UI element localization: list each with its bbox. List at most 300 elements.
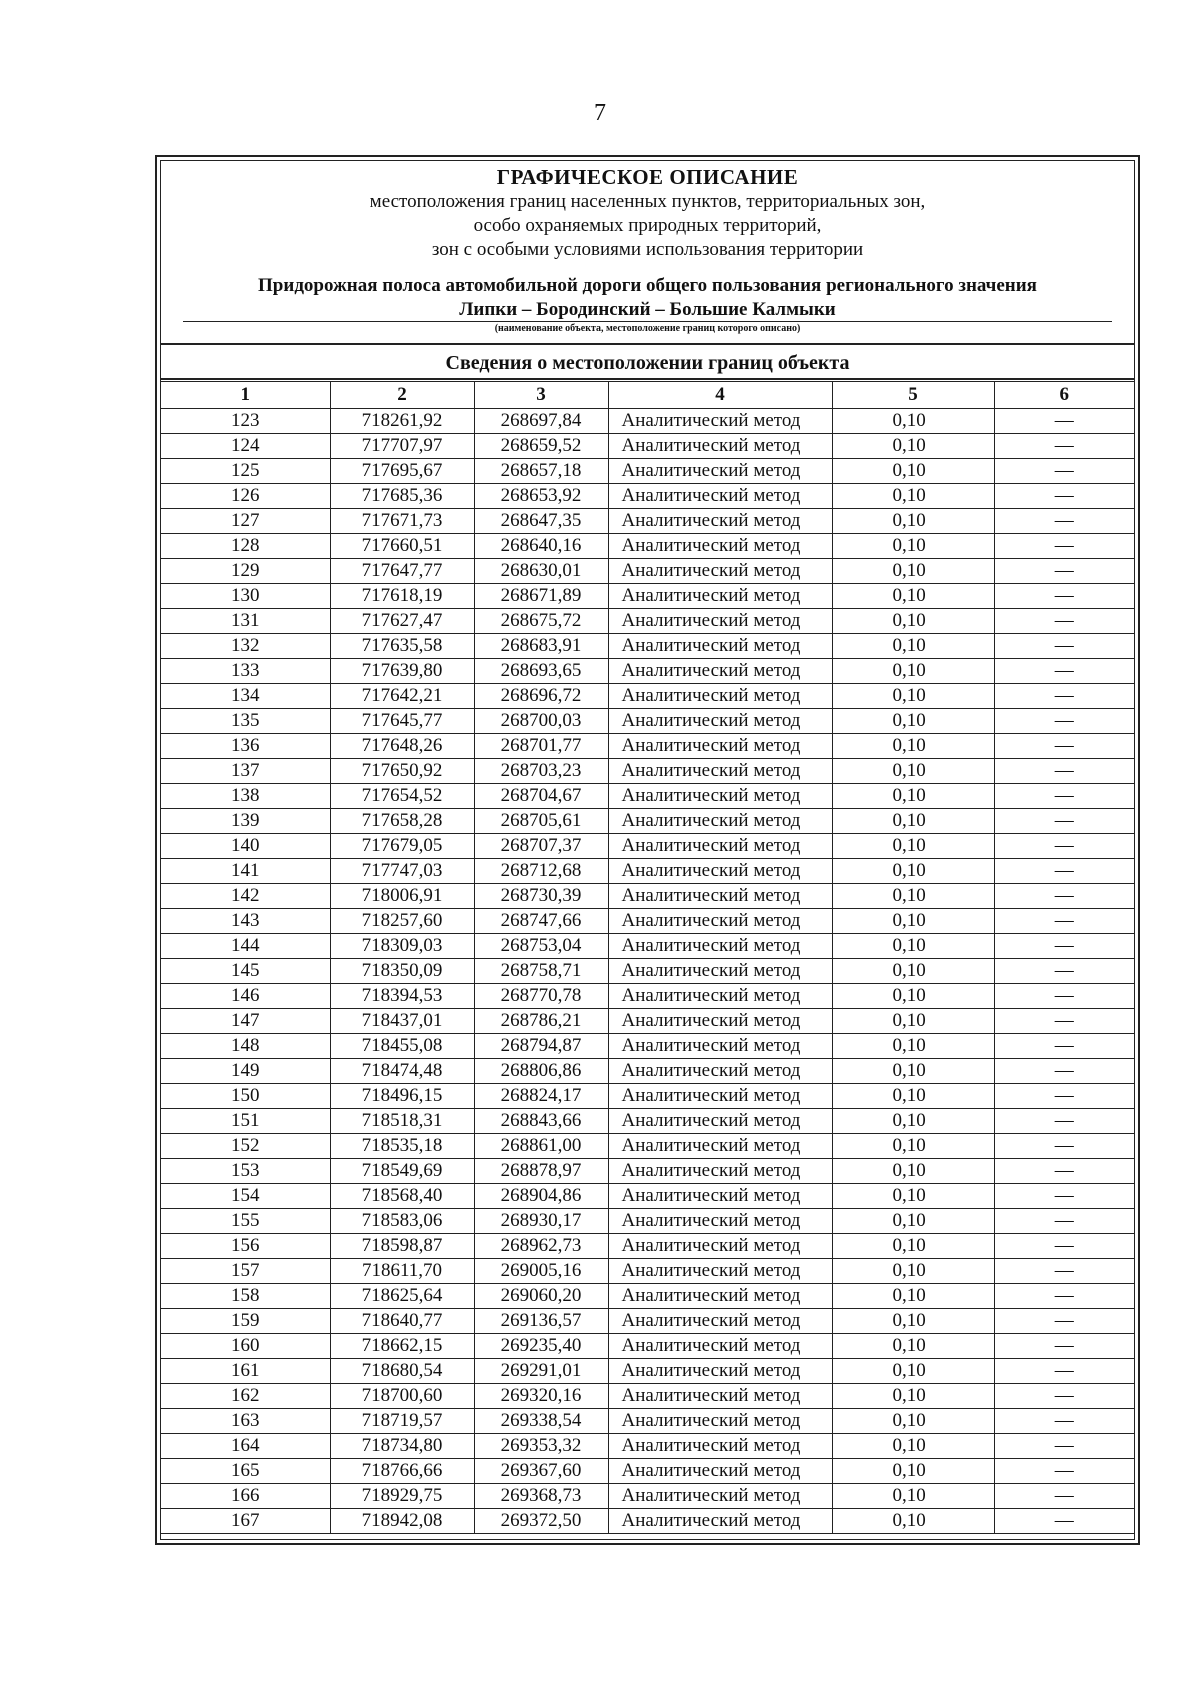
table-cell: 268753,04 — [474, 934, 608, 959]
table-cell: 269136,57 — [474, 1309, 608, 1334]
table-cell: 269320,16 — [474, 1384, 608, 1409]
table-cell: 718568,40 — [330, 1184, 474, 1209]
table-cell: Аналитический метод — [608, 1159, 832, 1184]
table-cell: 156 — [161, 1234, 330, 1259]
table-cell: Аналитический метод — [608, 684, 832, 709]
table-cell: 268904,86 — [474, 1184, 608, 1209]
column-header: 1 — [161, 382, 330, 409]
table-cell: 268824,17 — [474, 1084, 608, 1109]
table-cell: 0,10 — [832, 884, 994, 909]
table-cell: 718309,03 — [330, 934, 474, 959]
table-cell: Аналитический метод — [608, 1334, 832, 1359]
table-cell: 0,10 — [832, 1234, 994, 1259]
table-cell: 268697,84 — [474, 409, 608, 434]
table-cell: — — [994, 784, 1134, 809]
table-row — [161, 534, 1134, 559]
table-cell: 0,10 — [832, 1384, 994, 1409]
table-cell: — — [994, 434, 1134, 459]
table-cell: 268712,68 — [474, 859, 608, 884]
table-cell: Аналитический метод — [608, 534, 832, 559]
table-cell: 717648,26 — [330, 734, 474, 759]
table-cell: 268707,37 — [474, 834, 608, 859]
table-cell: 717679,05 — [330, 834, 474, 859]
table-cell: Аналитический метод — [608, 1409, 832, 1434]
table-cell: 164 — [161, 1434, 330, 1459]
table-cell: 139 — [161, 809, 330, 834]
table-cell: 160 — [161, 1334, 330, 1359]
table-cell: 718474,48 — [330, 1059, 474, 1084]
table-cell: Аналитический метод — [608, 609, 832, 634]
table-cell: 269005,16 — [474, 1259, 608, 1284]
table-cell: 0,10 — [832, 784, 994, 809]
table-row — [161, 984, 1134, 1009]
table-row — [161, 1509, 1134, 1534]
table-cell: Аналитический метод — [608, 859, 832, 884]
table-row — [161, 1159, 1134, 1184]
table-cell: 0,10 — [832, 1509, 994, 1534]
table-cell: Аналитический метод — [608, 584, 832, 609]
table-cell: 0,10 — [832, 1009, 994, 1034]
table-row — [161, 659, 1134, 684]
table-cell: — — [994, 834, 1134, 859]
table-cell: 163 — [161, 1409, 330, 1434]
table-cell: — — [994, 459, 1134, 484]
table-cell: 718583,06 — [330, 1209, 474, 1234]
table-cell: Аналитический метод — [608, 1009, 832, 1034]
table-cell: 718734,80 — [330, 1434, 474, 1459]
table-cell: Аналитический метод — [608, 909, 832, 934]
column-header: 2 — [330, 382, 474, 409]
table-row — [161, 434, 1134, 459]
table-cell: — — [994, 559, 1134, 584]
table-cell: — — [994, 534, 1134, 559]
table-cell: 123 — [161, 409, 330, 434]
table-cell: 718257,60 — [330, 909, 474, 934]
table-cell: 0,10 — [832, 609, 994, 634]
table-cell: Аналитический метод — [608, 634, 832, 659]
table-cell: 0,10 — [832, 1109, 994, 1134]
table-cell: 151 — [161, 1109, 330, 1134]
table-cell: 717645,77 — [330, 709, 474, 734]
table-cell: 268758,71 — [474, 959, 608, 984]
subtitle-line: местоположения границ населенных пунктов, территориальных зон, — [369, 191, 926, 212]
table-cell: 0,10 — [832, 1034, 994, 1059]
table-cell: — — [994, 1134, 1134, 1159]
table-cell: 268701,77 — [474, 734, 608, 759]
table-row — [161, 684, 1134, 709]
table-cell: 0,10 — [832, 959, 994, 984]
table-row — [161, 1334, 1134, 1359]
table-cell: 142 — [161, 884, 330, 909]
table-cell: Аналитический метод — [608, 734, 832, 759]
table-row — [161, 1084, 1134, 1109]
table-cell: 718496,15 — [330, 1084, 474, 1109]
table-cell: 0,10 — [832, 1309, 994, 1334]
table-row — [161, 1409, 1134, 1434]
table-cell: 268730,39 — [474, 884, 608, 909]
table-cell: 268962,73 — [474, 1234, 608, 1259]
table-cell: 717647,77 — [330, 559, 474, 584]
table-cell: Аналитический метод — [608, 559, 832, 584]
table-cell: — — [994, 1309, 1134, 1334]
table-cell: 268861,00 — [474, 1134, 608, 1159]
table-cell: 124 — [161, 434, 330, 459]
table-cell: 268747,66 — [474, 909, 608, 934]
table-row — [161, 809, 1134, 834]
table-row — [161, 1059, 1134, 1084]
table-cell: Аналитический метод — [608, 434, 832, 459]
table-cell: 133 — [161, 659, 330, 684]
table-cell: — — [994, 1334, 1134, 1359]
table-cell: 268659,52 — [474, 434, 608, 459]
subtitle-line: зон с особыми условиями использования территории — [431, 239, 864, 260]
table-cell: 717635,58 — [330, 634, 474, 659]
table-cell: Аналитический метод — [608, 959, 832, 984]
table-cell: 268786,21 — [474, 1009, 608, 1034]
table-cell: 0,10 — [832, 834, 994, 859]
table-cell: 718350,09 — [330, 959, 474, 984]
table-cell: Аналитический метод — [608, 984, 832, 1009]
table-cell: Аналитический метод — [608, 1284, 832, 1309]
table-cell: Аналитический метод — [608, 834, 832, 859]
table-cell: — — [994, 759, 1134, 784]
table-row — [161, 1234, 1134, 1259]
table-row — [161, 1209, 1134, 1234]
table-cell: — — [994, 734, 1134, 759]
table-cell: 0,10 — [832, 1484, 994, 1509]
subtitle-line: особо охраняемых природных территорий, — [473, 215, 822, 236]
table-cell: 141 — [161, 859, 330, 884]
table-cell: — — [994, 709, 1134, 734]
table-cell: 268657,18 — [474, 459, 608, 484]
table-row — [161, 734, 1134, 759]
table-cell: 268770,78 — [474, 984, 608, 1009]
table-cell: 162 — [161, 1384, 330, 1409]
table-cell: — — [994, 484, 1134, 509]
table-cell: 143 — [161, 909, 330, 934]
table-cell: Аналитический метод — [608, 1484, 832, 1509]
table-cell: Аналитический метод — [608, 709, 832, 734]
table-row — [161, 1109, 1134, 1134]
table-row — [161, 959, 1134, 984]
table-body — [161, 409, 1134, 1534]
table-cell: 268930,17 — [474, 1209, 608, 1234]
table-cell: 161 — [161, 1359, 330, 1384]
table-row — [161, 459, 1134, 484]
table-cell: 145 — [161, 959, 330, 984]
table-row — [161, 1034, 1134, 1059]
table-cell: 0,10 — [832, 1184, 994, 1209]
table-cell: Аналитический метод — [608, 1084, 832, 1109]
table-row — [161, 1259, 1134, 1284]
table-cell: — — [994, 1159, 1134, 1184]
table-cell: Аналитический метод — [608, 1059, 832, 1084]
table-cell: 268806,86 — [474, 1059, 608, 1084]
table-cell: 0,10 — [832, 1159, 994, 1184]
table-cell: 268630,01 — [474, 559, 608, 584]
table-cell: — — [994, 1009, 1134, 1034]
table-row — [161, 834, 1134, 859]
table-cell: 718719,57 — [330, 1409, 474, 1434]
table-cell: 128 — [161, 534, 330, 559]
table-cell: 165 — [161, 1459, 330, 1484]
table-cell: 268640,16 — [474, 534, 608, 559]
table-cell: 717671,73 — [330, 509, 474, 534]
table-cell: Аналитический метод — [608, 459, 832, 484]
table-cell: 718700,60 — [330, 1384, 474, 1409]
table-cell: 130 — [161, 584, 330, 609]
table-cell: 140 — [161, 834, 330, 859]
document-header — [161, 161, 1134, 345]
table-cell: 149 — [161, 1059, 330, 1084]
table-cell: — — [994, 409, 1134, 434]
table-cell: 159 — [161, 1309, 330, 1334]
table-cell: 718942,08 — [330, 1509, 474, 1534]
table-cell: 134 — [161, 684, 330, 709]
table-cell: 0,10 — [832, 759, 994, 784]
table-cell: 717618,19 — [330, 584, 474, 609]
table-cell: 126 — [161, 484, 330, 509]
table-cell: 717639,80 — [330, 659, 474, 684]
table-cell: 0,10 — [832, 709, 994, 734]
table-cell: 0,10 — [832, 1334, 994, 1359]
table-cell: 0,10 — [832, 409, 994, 434]
table-cell: 135 — [161, 709, 330, 734]
table-cell: 718598,87 — [330, 1234, 474, 1259]
table-cell: 718455,08 — [330, 1034, 474, 1059]
table-cell: 0,10 — [832, 534, 994, 559]
table-cell: Аналитический метод — [608, 1434, 832, 1459]
table-cell: 0,10 — [832, 809, 994, 834]
table-row — [161, 759, 1134, 784]
table-row — [161, 609, 1134, 634]
table-cell: Аналитический метод — [608, 884, 832, 909]
table-cell: 0,10 — [832, 1434, 994, 1459]
table-cell: 154 — [161, 1184, 330, 1209]
table-cell: — — [994, 984, 1134, 1009]
table-cell: 152 — [161, 1134, 330, 1159]
table-cell: 718680,54 — [330, 1359, 474, 1384]
column-header: 3 — [474, 382, 608, 409]
table-cell: — — [994, 1434, 1134, 1459]
object-name-caption: (наименование объекта, местоположение границ которого описано) — [494, 323, 801, 334]
table-cell: Аналитический метод — [608, 659, 832, 684]
table-cell: 268705,61 — [474, 809, 608, 834]
table-cell: 717707,97 — [330, 434, 474, 459]
table-cell: 718662,15 — [330, 1334, 474, 1359]
table-row — [161, 709, 1134, 734]
table-cell: — — [994, 1509, 1134, 1534]
table-cell: 0,10 — [832, 634, 994, 659]
table-cell: 268843,66 — [474, 1109, 608, 1134]
table-cell: 0,10 — [832, 1409, 994, 1434]
table-row — [161, 1309, 1134, 1334]
table-cell: 268696,72 — [474, 684, 608, 709]
table-cell: Аналитический метод — [608, 1109, 832, 1134]
table-cell: 718766,66 — [330, 1459, 474, 1484]
object-name-line: Липки – Бородинский – Большие Калмыки — [459, 299, 836, 320]
table-cell: 125 — [161, 459, 330, 484]
table-cell: — — [994, 609, 1134, 634]
table-cell: 0,10 — [832, 684, 994, 709]
table-row — [161, 1009, 1134, 1034]
column-header: 6 — [994, 382, 1134, 409]
table-cell: 0,10 — [832, 584, 994, 609]
table-cell: Аналитический метод — [608, 1359, 832, 1384]
table-cell: 150 — [161, 1084, 330, 1109]
table-cell: 718640,77 — [330, 1309, 474, 1334]
table-cell: 146 — [161, 984, 330, 1009]
table-cell: 717650,92 — [330, 759, 474, 784]
table-cell: 717658,28 — [330, 809, 474, 834]
table-cell: — — [994, 1109, 1134, 1134]
table-cell: 268683,91 — [474, 634, 608, 659]
table-cell: Аналитический метод — [608, 509, 832, 534]
table-cell: 717747,03 — [330, 859, 474, 884]
object-name-line: Придорожная полоса автомобильной дороги общего пользования регионального значения — [258, 275, 1037, 296]
table-row — [161, 909, 1134, 934]
table-cell: 0,10 — [832, 459, 994, 484]
table-cell: Аналитический метод — [608, 1034, 832, 1059]
table-cell: 0,10 — [832, 1059, 994, 1084]
table-row — [161, 1384, 1134, 1409]
table-cell: — — [994, 1084, 1134, 1109]
table-cell: 718611,70 — [330, 1259, 474, 1284]
table-cell: — — [994, 659, 1134, 684]
table-cell: 153 — [161, 1159, 330, 1184]
table-cell: 0,10 — [832, 934, 994, 959]
table-cell: 718625,64 — [330, 1284, 474, 1309]
table-cell: 166 — [161, 1484, 330, 1509]
table-cell: 269353,32 — [474, 1434, 608, 1459]
table-cell: — — [994, 859, 1134, 884]
table-cell: Аналитический метод — [608, 1509, 832, 1534]
table-cell: 269060,20 — [474, 1284, 608, 1309]
table-row — [161, 1434, 1134, 1459]
table-cell: Аналитический метод — [608, 784, 832, 809]
table-header-row — [161, 382, 1134, 409]
table-cell: — — [994, 1209, 1134, 1234]
table-cell: 132 — [161, 634, 330, 659]
table-cell: 129 — [161, 559, 330, 584]
table-cell: 167 — [161, 1509, 330, 1534]
table-cell: — — [994, 934, 1134, 959]
table-cell: 138 — [161, 784, 330, 809]
table-cell: 0,10 — [832, 1084, 994, 1109]
table-cell: — — [994, 959, 1134, 984]
table-row — [161, 859, 1134, 884]
table-row — [161, 1459, 1134, 1484]
table-cell: Аналитический метод — [608, 1209, 832, 1234]
table-cell: 269368,73 — [474, 1484, 608, 1509]
table-cell: 268671,89 — [474, 584, 608, 609]
document-title: ГРАФИЧЕСКОЕ ОПИСАНИЕ — [496, 165, 799, 189]
table-cell: — — [994, 1484, 1134, 1509]
table-row — [161, 1134, 1134, 1159]
table-cell: 268794,87 — [474, 1034, 608, 1059]
table-cell: 131 — [161, 609, 330, 634]
table-cell: 268693,65 — [474, 659, 608, 684]
table-row — [161, 559, 1134, 584]
table-row — [161, 934, 1134, 959]
table-cell: 269235,40 — [474, 1334, 608, 1359]
table-cell: 0,10 — [832, 1259, 994, 1284]
table-cell: Аналитический метод — [608, 409, 832, 434]
table-cell: — — [994, 1384, 1134, 1409]
table-cell: Аналитический метод — [608, 1134, 832, 1159]
table-cell: — — [994, 909, 1134, 934]
table-cell: 268675,72 — [474, 609, 608, 634]
table-row — [161, 509, 1134, 534]
table-cell: 717627,47 — [330, 609, 474, 634]
table-cell: 0,10 — [832, 1284, 994, 1309]
table-cell: — — [994, 684, 1134, 709]
document-inner-frame — [160, 160, 1135, 1540]
table-cell: 0,10 — [832, 1134, 994, 1159]
table-row — [161, 784, 1134, 809]
table-cell: — — [994, 1259, 1134, 1284]
table-cell: — — [994, 1034, 1134, 1059]
table-cell: 0,10 — [832, 734, 994, 759]
table-cell: 718394,53 — [330, 984, 474, 1009]
table-cell: 147 — [161, 1009, 330, 1034]
table-cell: Аналитический метод — [608, 809, 832, 834]
table-cell: 268700,03 — [474, 709, 608, 734]
table-cell: 718006,91 — [330, 884, 474, 909]
table-cell: 0,10 — [832, 484, 994, 509]
table-cell: 268704,67 — [474, 784, 608, 809]
table-cell: 0,10 — [832, 659, 994, 684]
table-cell: Аналитический метод — [608, 1459, 832, 1484]
section-title: Сведения о местоположении границ объекта — [161, 348, 1134, 380]
table-cell: 127 — [161, 509, 330, 534]
table-cell: 718549,69 — [330, 1159, 474, 1184]
table-cell: 0,10 — [832, 859, 994, 884]
table-cell: Аналитический метод — [608, 1234, 832, 1259]
table-cell: — — [994, 1184, 1134, 1209]
table-cell: Аналитический метод — [608, 1259, 832, 1284]
table-cell: 0,10 — [832, 509, 994, 534]
table-cell: — — [994, 1359, 1134, 1384]
table-cell: — — [994, 509, 1134, 534]
table-cell: Аналитический метод — [608, 484, 832, 509]
table-cell: — — [994, 1459, 1134, 1484]
table-cell: 717695,67 — [330, 459, 474, 484]
table-cell: — — [994, 809, 1134, 834]
table-cell: 718518,31 — [330, 1109, 474, 1134]
table-cell: 718437,01 — [330, 1009, 474, 1034]
table-cell: 268878,97 — [474, 1159, 608, 1184]
object-name-rule — [183, 321, 1112, 322]
table-cell: Аналитический метод — [608, 1384, 832, 1409]
table-cell: 0,10 — [832, 1359, 994, 1384]
table-cell: 0,10 — [832, 559, 994, 584]
column-header: 5 — [832, 382, 994, 409]
table-row — [161, 634, 1134, 659]
table-cell: 0,10 — [832, 434, 994, 459]
table-cell: — — [994, 1409, 1134, 1434]
table-cell: 718929,75 — [330, 1484, 474, 1509]
table-cell: — — [994, 884, 1134, 909]
table-cell: 0,10 — [832, 1459, 994, 1484]
table-cell: 136 — [161, 734, 330, 759]
table-cell: 717642,21 — [330, 684, 474, 709]
coordinates-table — [161, 381, 1134, 1534]
table-row — [161, 409, 1134, 434]
table-cell: 269372,50 — [474, 1509, 608, 1534]
table-cell: 718535,18 — [330, 1134, 474, 1159]
table-cell: 717660,51 — [330, 534, 474, 559]
